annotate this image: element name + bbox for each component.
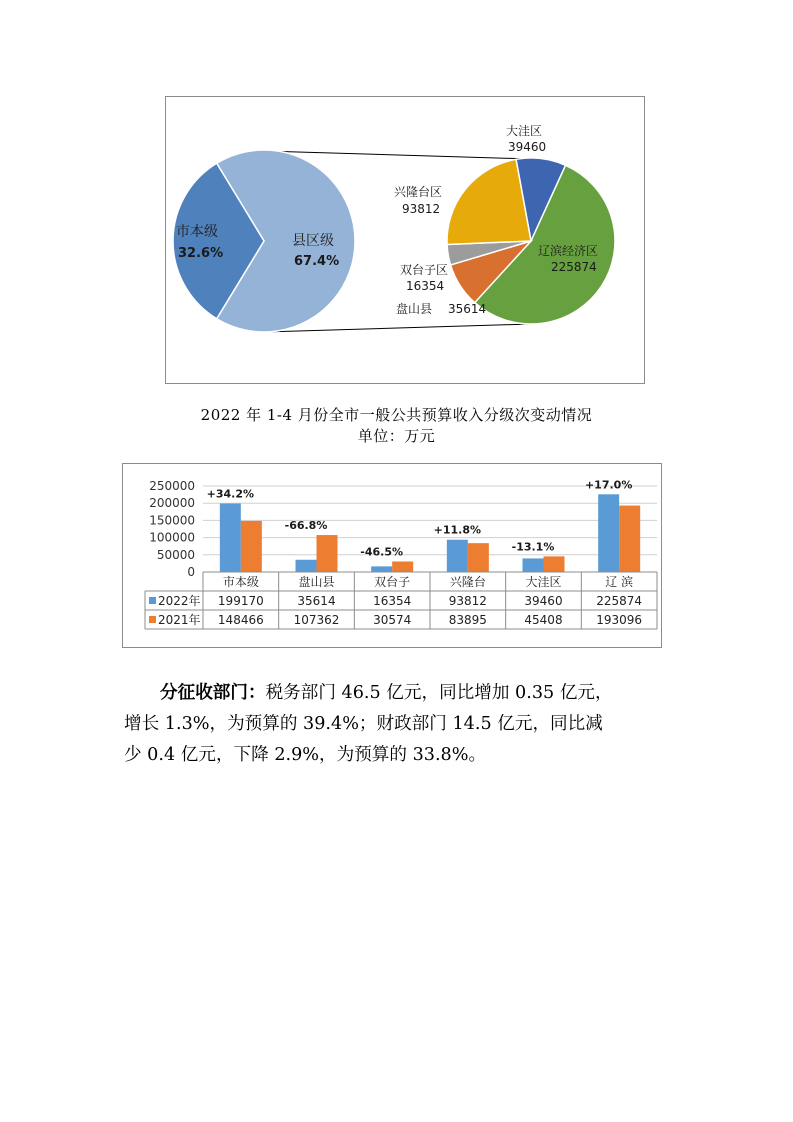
change-labels <box>207 478 633 558</box>
legend-label: 2021年 <box>158 613 201 627</box>
detail-label-panshan: 盘山县 <box>396 302 433 316</box>
detail-label-liaobin: 辽滨经济区 <box>538 244 599 258</box>
y-tick-label: 50000 <box>156 547 195 562</box>
table-category: 盘山县 <box>298 575 335 589</box>
detail-value-liaobin: 225874 <box>551 260 597 274</box>
detail-value-shuangtaizi: 16354 <box>406 279 445 293</box>
body-line1-text: 税务部门 46.5 亿元，同比增加 0.35 亿元， <box>265 683 613 703</box>
bar-chart <box>122 463 662 648</box>
legend-key-1 <box>149 616 156 623</box>
table-value: 16354 <box>373 594 412 608</box>
body-lead: 分征收部门： <box>160 683 266 703</box>
y-tick-label: 200000 <box>149 496 195 511</box>
legend-key-0 <box>149 597 156 604</box>
y-axis <box>149 479 195 579</box>
bar-1-0 <box>241 521 262 572</box>
detail-pie <box>447 158 615 324</box>
change-label: -13.1% <box>511 540 555 554</box>
table-value: 148466 <box>217 613 264 627</box>
y-tick-label: 100000 <box>149 530 195 545</box>
y-tick-label: 150000 <box>149 513 195 528</box>
table-value: 39460 <box>524 594 563 608</box>
connector-line-top <box>264 151 531 159</box>
bar-1-1 <box>317 535 338 572</box>
y-tick-label: 0 <box>187 565 195 579</box>
table-category: 双台子 <box>374 575 411 589</box>
legend-label: 2022年 <box>158 594 201 608</box>
bar-1-2 <box>392 561 413 572</box>
bar-1-3 <box>468 543 489 572</box>
bar-chart-svg <box>123 464 663 649</box>
pie-of-pie-chart <box>165 96 645 384</box>
bar-1-4 <box>544 556 565 572</box>
bar-0-1 <box>296 560 317 572</box>
change-label: +11.8% <box>433 523 482 537</box>
bar-1-5 <box>619 506 640 572</box>
main-percent-city: 32.6% <box>178 246 224 261</box>
table-category: 兴隆台 <box>449 575 486 589</box>
bar-0-3 <box>447 540 468 572</box>
change-label: -46.5% <box>360 545 404 559</box>
detail-value-xinglongtai: 93812 <box>402 202 441 216</box>
gridlines <box>203 486 657 555</box>
body-line-2: 增长 1.3%，为预算的 39.4%；财政部门 14.5 亿元，同比减 <box>124 714 603 734</box>
table-value: 199170 <box>217 594 264 608</box>
table-value: 35614 <box>297 594 336 608</box>
chart-caption-title: 2022 年 1-4 月份全市一般公共预算收入分级次变动情况 <box>200 406 593 424</box>
body-line-1 <box>124 678 684 709</box>
table-value: 93812 <box>448 594 487 608</box>
change-label: +34.2% <box>206 487 255 501</box>
table-value: 30574 <box>373 613 412 627</box>
bars <box>220 494 640 572</box>
body-paragraph <box>124 678 684 771</box>
change-label: +17.0% <box>584 478 633 492</box>
detail-pie-slice-4 <box>447 159 531 244</box>
detail-value-dawa: 39460 <box>508 140 547 154</box>
main-percent-county: 67.4% <box>294 254 340 269</box>
table-category: 大洼区 <box>525 575 562 589</box>
data-table <box>145 572 657 629</box>
pie-chart-svg <box>166 97 646 385</box>
table-category: 市本级 <box>222 575 259 589</box>
table-value: 45408 <box>524 613 563 627</box>
body-line-3: 少 0.4 亿元，下降 2.9%，为预算的 33.8%。 <box>124 745 487 765</box>
detail-label-shuangtaizi: 双台子区 <box>400 263 449 277</box>
table-value: 107362 <box>293 613 340 627</box>
table-category: 辽 滨 <box>605 575 634 589</box>
bar-0-4 <box>523 558 544 572</box>
main-label-city: 市本级 <box>176 224 218 240</box>
main-label-county: 县区级 <box>292 233 334 249</box>
detail-value-panshan: 35614 <box>448 302 487 316</box>
detail-label-dawa: 大洼区 <box>506 124 543 138</box>
table-value: 193096 <box>596 613 643 627</box>
detail-label-xinglongtai: 兴隆台区 <box>394 185 443 199</box>
chart-caption-unit: 单位：万元 <box>357 427 436 445</box>
bar-0-0 <box>220 503 241 572</box>
y-tick-label: 250000 <box>149 479 195 493</box>
bar-0-2 <box>371 566 392 572</box>
bar-0-5 <box>598 494 619 572</box>
table-value: 225874 <box>596 594 643 608</box>
change-label: -66.8% <box>284 519 328 533</box>
connector-line-bottom <box>264 324 531 332</box>
table-value: 83895 <box>448 613 487 627</box>
